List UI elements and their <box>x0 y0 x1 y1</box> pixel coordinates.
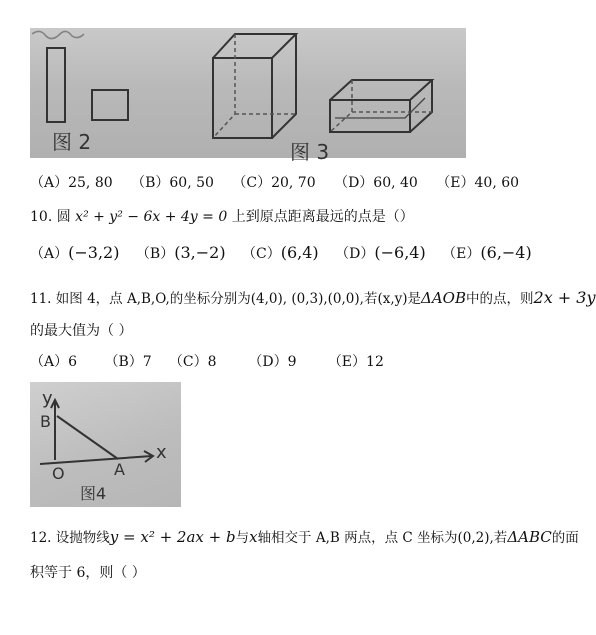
q9-options <box>30 172 533 192</box>
q10-option-b-value: (3,−2) <box>174 243 226 262</box>
label-x: x <box>156 442 167 463</box>
q10-option-a-label: （A） <box>30 246 69 262</box>
figure-caption-3: 图 3 <box>290 140 330 164</box>
figure-caption-2: 图 2 <box>52 130 92 154</box>
q11-option-b: （B）7 <box>104 354 152 370</box>
q11-line2: 的最大值为（ ） <box>30 323 133 339</box>
q11-option-a: （A）6 <box>30 354 78 370</box>
q9-option-c: （C）20, 70 <box>232 175 316 191</box>
q11-triangle: ΔAOB <box>421 289 467 307</box>
q10-suffix: 上到原点距离最远的点是（） <box>231 209 414 225</box>
label-o: O <box>52 464 65 483</box>
q9-option-a: （A）25, 80 <box>30 175 113 191</box>
q11-option-d: （D）9 <box>248 354 297 370</box>
q10-option-e-label: （E） <box>442 246 481 262</box>
q12-equation: y = x² + 2ax + b <box>109 528 236 546</box>
q10-stem <box>30 206 414 226</box>
q11-number: 11. <box>30 291 52 307</box>
q11-options <box>30 351 384 371</box>
q11-stem <box>30 287 596 307</box>
figure-caption-4: 图4 <box>80 484 107 503</box>
q10-option-d-value: (−6,4) <box>374 243 426 262</box>
label-y: y <box>42 388 53 409</box>
q11-option-e: （E）12 <box>327 354 384 370</box>
cuboid-sketch <box>30 28 466 158</box>
q12-number: 12. <box>30 530 52 546</box>
q9-option-d: （D）60, 40 <box>334 175 418 191</box>
q10-options <box>30 243 532 263</box>
label-b: B <box>40 412 51 431</box>
q10-option-b-label: （B） <box>135 246 175 262</box>
q12-prefix: 设抛物线 <box>55 530 110 546</box>
q11-text: 如图 4，点 A,B,O,的坐标分别为(4,0), (0,3),(0,0),若(x,y)是 <box>55 291 422 307</box>
q10-number: 10. <box>30 209 53 225</box>
q9-option-e: （E）40, 60 <box>436 175 520 191</box>
figure-photo-triangle <box>30 382 181 507</box>
q10-option-c-label: （C） <box>242 246 281 262</box>
q12-stem <box>30 526 579 546</box>
q12-text-mid: 与 <box>235 530 250 546</box>
q10-option-e-value: (6,−4) <box>480 243 532 262</box>
q10-option-c-value: (6,4) <box>280 243 319 262</box>
q10-prefix: 圆 <box>56 209 71 225</box>
q11-option-c: （C）8 <box>168 354 217 370</box>
q12-triangle: ΔABC <box>507 528 552 546</box>
q11-text2: 中的点，则 <box>466 291 534 307</box>
figure-photo-cuboids <box>30 28 466 164</box>
q11-expression: 2x + 3y <box>533 288 596 307</box>
q10-option-a-value: (−3,2) <box>68 243 120 262</box>
label-a: A <box>114 460 125 479</box>
q12-text-after: 轴相交于 A,B 两点，点 C 坐标为(0,2),若 <box>257 530 508 546</box>
q12-line2: 积等于 6，则（ ） <box>30 565 146 581</box>
q12-text-end: 的面 <box>551 530 579 546</box>
q9-option-b: （B）60, 50 <box>131 175 214 191</box>
q10-option-d-label: （D） <box>335 246 375 262</box>
q10-equation: x² + y² − 6x + 4y = 0 <box>75 209 228 225</box>
q12-axis: x <box>249 528 258 546</box>
